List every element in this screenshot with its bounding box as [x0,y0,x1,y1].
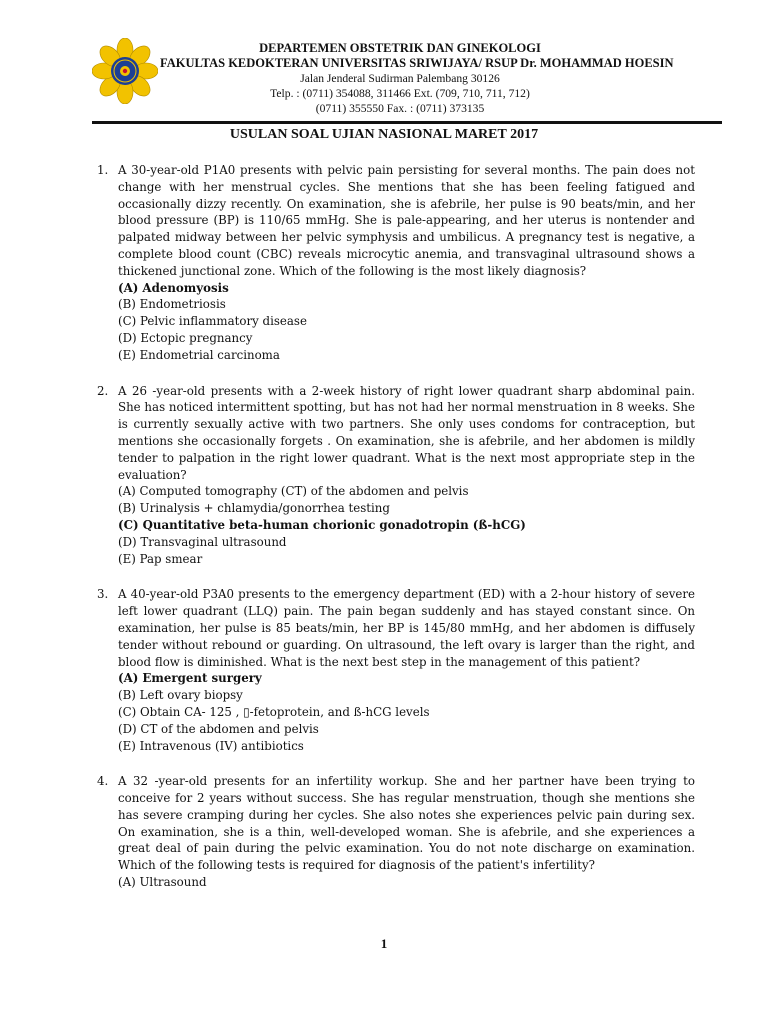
header-divider [92,121,722,124]
document-title: USULAN SOAL UJIAN NASIONAL MARET 2017 [229,127,539,142]
answer-option-correct: (C) Quantitative beta-human chorionic gonadotropin (ß-hCG) [118,517,526,532]
answer-option: (B) Left ovary biopsy [118,688,243,703]
question-1 [97,162,695,364]
department-name: DEPARTEMEN OBSTETRIK DAN GINEKOLOGI [259,41,541,55]
page-number: 1 [380,936,388,951]
question-number: 2. [97,383,109,398]
answer-option: (E) Intravenous (IV) antibiotics [118,738,304,753]
question-number: 4. [97,774,109,789]
address: Jalan Jenderal Sudirman Palembang 30126 [300,72,500,85]
answer-option: (A) Computed tomography (CT) of the abdomen and pelvis [118,484,469,499]
answer-option: (B) Endometriosis [118,297,226,312]
question-stem: A 26 -year-old presents with a 2-week history of right lower quadrant sharp abdominal pain. She has noticed intermittent spotting, but has not had her normal menstruation in 8 weeks. She is currently sexually active with two partners. She only uses condoms for contraception, but mentions she occasionally forgets . On examination, she is afebrile, and her abdomen is mildly tender to palpation in the right lower quadrant. What is the next most appropriate step in the evaluation? [118,383,695,482]
question-3 [97,586,695,754]
question-stem: A 30-year-old P1A0 presents with pelvic pain persisting for several months. The pain does not change with her menstrual cycles. She mentions that she has been feeling fatigued and occasionally dizzy recently. On examination, she is afebrile, her pulse is 90 beats/min, and her blood pressure (BP) is 110/65 mmHg. She is pale-appearing, and her uterus is nontender and palpated midway between her pelvic symphysis and umbilicus. A pregnancy test is negative, a complete blood count (CBC) reveals microcytic anemia, and transvaginal ultrasound shows a thickened junctional zone. Which of the following is the most likely diagnosis? [118,163,695,278]
answer-option: (D) Transvaginal ultrasound [118,534,287,549]
faculty-name: FAKULTAS KEDOKTERAN UNIVERSITAS SRIWIJAYA/ RSUP Dr. MOHAMMAD HOESIN [160,56,674,70]
letterhead [160,41,674,116]
university-logo-icon [92,38,158,104]
answer-option: (B) Urinalysis + chlamydia/gonorrhea testing [118,501,390,516]
answer-option: (D) CT of the abdomen and pelvis [118,721,319,736]
answer-option: (A) Ultrasound [118,875,207,890]
answer-option-correct: (A) Emergent surgery [118,671,262,686]
answer-option: (C) Obtain CA- 125 , ▯-fetoprotein, and ß-hCG levels [118,704,430,719]
fax: (0711) 355550 Fax. : (0711) 373135 [315,102,485,115]
question-2 [97,383,695,568]
question-list [97,162,695,910]
answer-option: (E) Pap smear [118,551,203,566]
question-number: 3. [97,587,109,602]
question-4 [97,773,695,891]
answer-option: (C) Pelvic inflammatory disease [118,314,307,329]
answer-option-correct: (A) Adenomyosis [118,280,229,295]
answer-option: (D) Ectopic pregnancy [118,330,253,345]
question-stem: A 40-year-old P3A0 presents to the emergency department (ED) with a 2-hour history of severe left lower quadrant (LLQ) pain. The pain began suddenly and has stayed constant since. On examination, her pulse is 85 beats/min, her BP is 145/80 mmHg, and her abdomen is diffusely tender without rebound or guarding. On ultrasound, the left ovary is larger than the right, and blood flow is diminished. What is the next best step in the management of this patient? [118,587,695,669]
question-stem: A 32 -year-old presents for an infertility workup. She and her partner have been trying to conceive for 2 years without success. She has regular menstruation, though she mentions she has severe cramping during her cycles. She also notes she experiences pelvic pain during sex. On examination, she is a thin, well-developed woman. She is afebrile, and she experiences a great deal of pain during the pelvic examination. You do not note discharge on examination. Which of the following tests is required for diagnosis of the patient's infertility? [118,774,695,873]
question-number: 1. [97,163,109,177]
phone: Telp. : (0711) 354088, 311466 Ext. (709, 710, 711, 712) [270,87,530,100]
answer-option: (E) Endometrial carcinoma [118,347,280,362]
